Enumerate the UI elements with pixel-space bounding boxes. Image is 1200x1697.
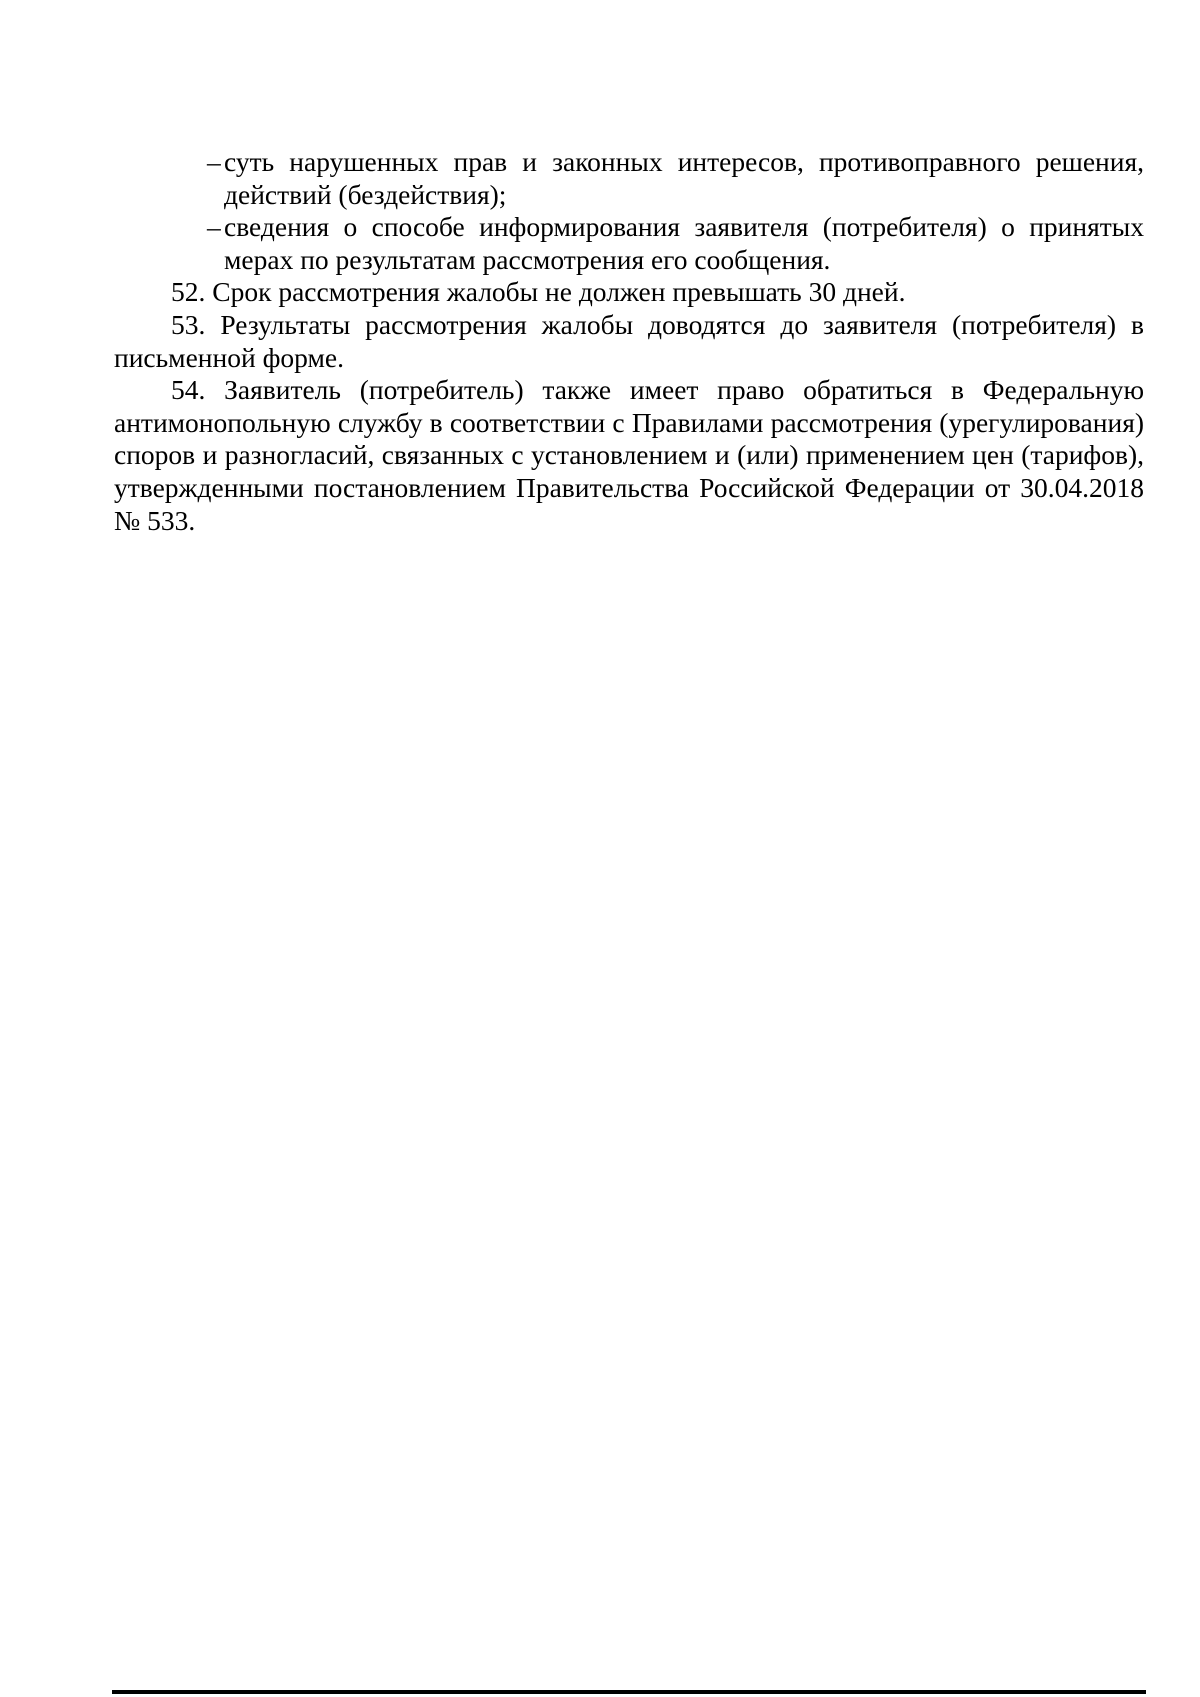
- paragraph-text: Заявитель (потребитель) также имеет право обратиться в Федеральную антимонопольную службу в соответствии с Правилами рассмотрения (урегулирования) споров и разногласий, связанных с установлением и (или) применением цен (тарифов), утвержденными постановлением Правительства Российской Федерации от 30.04.2018 № 533.: [114, 374, 1144, 536]
- document-body: [114, 146, 1144, 537]
- list-item: [114, 146, 1144, 211]
- paragraph-52: [114, 276, 1144, 309]
- list-item-dash: –: [207, 211, 221, 243]
- list-item-text: суть нарушенных прав и законных интересов, противоправного решения, действий (бездействия);: [224, 146, 1144, 210]
- paragraph-number: 54.: [171, 374, 206, 406]
- paragraph-number: 53.: [171, 308, 206, 340]
- paragraph-54: [114, 374, 1144, 537]
- paragraph-53: [114, 309, 1144, 374]
- paragraph-text: Результаты рассмотрения жалобы доводятся до заявителя (потребителя) в письменной форме.: [114, 308, 1145, 373]
- list-item-dash: –: [207, 146, 221, 177]
- paragraph-text: Срок рассмотрения жалобы не должен превышать 30 дней.: [212, 276, 906, 308]
- footer-rule: [112, 1690, 1146, 1694]
- paragraph-number: 52.: [171, 276, 206, 308]
- list-item-text: сведения о способе информирования заявителя (потребителя) о принятых мерах по результатам рассмотрения его сообщения.: [224, 211, 1144, 275]
- list-item: [114, 211, 1144, 276]
